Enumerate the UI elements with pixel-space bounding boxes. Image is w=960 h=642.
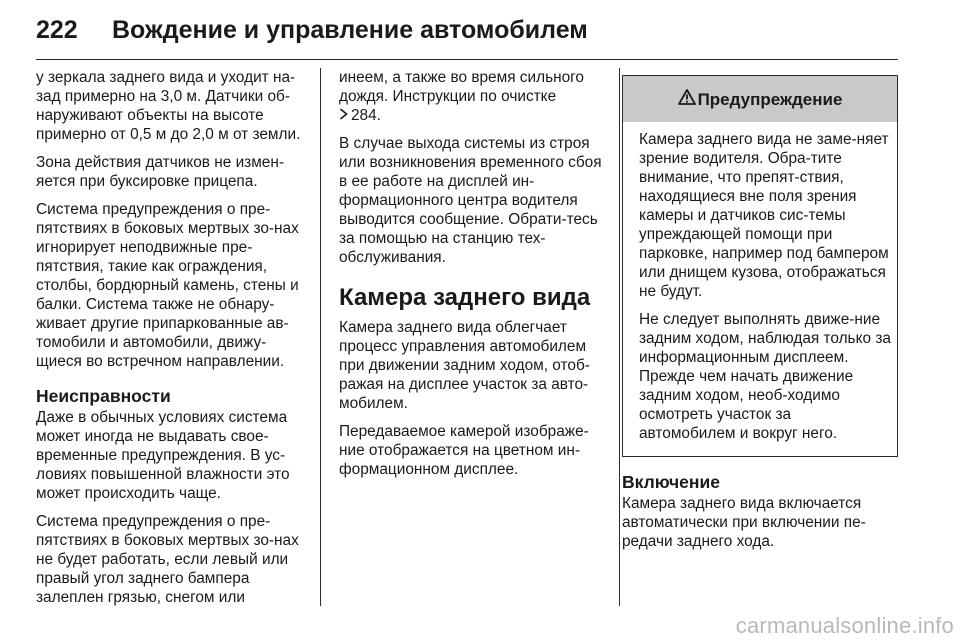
warning-header bbox=[623, 76, 897, 122]
paragraph: Зона действия датчиков не измен-яется при буксировке прицепа. bbox=[36, 154, 284, 190]
paragraph: Даже в обычных условиях система может иногда не выдавать свое-временные предупреждения. В ус-ловиях повышенной влажности это может происходить чаще. bbox=[36, 409, 290, 502]
warning-title: Предупреждение bbox=[697, 89, 843, 109]
page-header bbox=[36, 10, 588, 50]
paragraph: Камера заднего вида включается автоматически при включении пе-редачи заднего хода. bbox=[622, 495, 866, 550]
paragraph: Не следует выполнять движе-ние задним ходом, наблюдая только за информационным дисплеем. Прежде чем начать движение задним ходом, необ-ходимо осмотреть участок за автомобилем и вокруг него. bbox=[639, 311, 891, 442]
text-column-3 bbox=[622, 75, 898, 560]
paragraph-text: инеем, а также во время сильного дождя. Инструкции по очистке bbox=[339, 69, 584, 105]
page-number: 222 bbox=[36, 15, 78, 44]
warning-triangle-icon bbox=[678, 89, 696, 109]
paragraph: Система предупреждения о пре-пятствиях в боковых мертвых зо-нах не будет работать, если левый или правый угол заднего бампера залеплен грязью, снегом или bbox=[36, 513, 299, 606]
activation-heading: Включение bbox=[622, 472, 720, 492]
paragraph: Передаваемое камерой изображе-ние отображается на цветном ин-формационном дисплее. bbox=[339, 423, 589, 478]
watermark: carmanualsonline.info bbox=[735, 613, 954, 638]
column-divider bbox=[320, 68, 321, 606]
text-column-2 bbox=[339, 68, 609, 488]
paragraph: В случае выхода системы из строя или возникновения временного сбоя в ее работе на дисплей ин-формационного центра водителя выводится сообщение. Обрати-тесь за помощью на станцию тех-обслуживания. bbox=[339, 135, 602, 266]
paragraph: у зеркала заднего вида и уходит на-зад примерно на 3,0 м. Датчики об-наруживают объекты на высоте примерно от 0,5 м до 2,0 м от земли. bbox=[36, 69, 301, 143]
page-title: Вождение и управление автомобилем bbox=[112, 15, 588, 44]
reference-arrow-icon bbox=[339, 106, 348, 125]
paragraph: Камера заднего вида не заме-няет зрение водителя. Обра-тите внимание, что препят-ствия, находящиеся вне поля зрения камеры и датчиков сис-темы упреждающей помощи при парковке, например под бампером или днищем кузова, отображаться не будут. bbox=[639, 131, 889, 300]
warning-box bbox=[622, 75, 898, 457]
section-title-rear-camera: Камера заднего вида bbox=[339, 284, 591, 311]
paragraph bbox=[339, 68, 609, 125]
text-column-1 bbox=[36, 68, 308, 616]
page-reference-link[interactable]: 284. bbox=[351, 107, 381, 124]
column-divider bbox=[619, 68, 620, 606]
activation-section bbox=[622, 471, 898, 551]
paragraph: Камера заднего вида облегчает процесс управления автомобилем при движении задним ходом, отоб-ражая на дисплее участок за авто-мобилем. bbox=[339, 319, 590, 412]
warning-body bbox=[623, 122, 897, 456]
header-rule bbox=[36, 59, 898, 60]
malfunction-heading: Неисправности bbox=[36, 386, 171, 406]
paragraph: Система предупреждения о пре-пятствиях в боковых мертвых зо-нах игнорирует неподвижные пре-пятствия, такие как ограждения, столбы, бордюрный камень, стены и балки. Система также не обнару-живает другие припаркованные ав-томобили и автомобили, движу-щиеся во встречном направлении. bbox=[36, 201, 299, 370]
